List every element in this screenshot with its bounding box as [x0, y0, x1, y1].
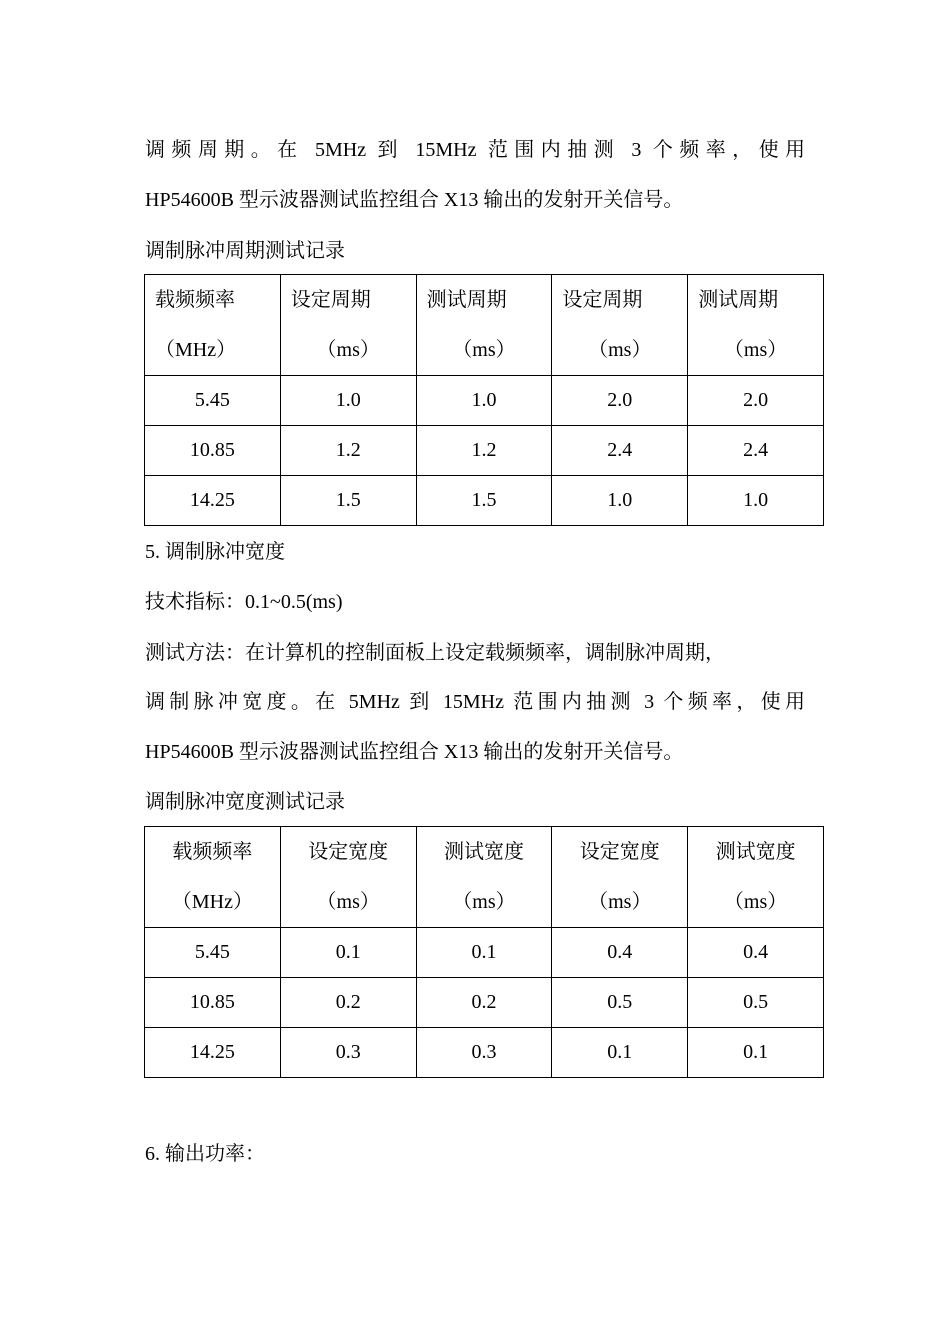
header-line: 设定宽度 — [308, 841, 389, 863]
header-unit: （ms） — [723, 891, 788, 913]
header-cell — [552, 827, 688, 928]
period-record-table — [144, 274, 824, 526]
table-row — [145, 376, 824, 426]
header-unit: （ms） — [452, 891, 516, 913]
paragraph-line: 调制脉冲宽度。在 5MHz 到 15MHz 范围内抽测 3 个频率，使用 — [145, 691, 805, 713]
table-cell: 1.0 — [688, 476, 824, 526]
header-unit: （ms） — [316, 339, 380, 361]
table-row — [145, 426, 824, 476]
paragraph-line: 测试方法：在计算机的控制面板上设定载频频率，调制脉冲周期， — [145, 642, 725, 664]
table-header-row — [145, 827, 824, 928]
header-line: 测试宽度 — [443, 841, 524, 863]
header-line: 测试宽度 — [715, 841, 796, 863]
table-row — [145, 978, 824, 1028]
header-line: 测试周期 — [698, 289, 779, 311]
table-cell: 1.5 — [280, 476, 416, 526]
table-cell: 2.0 — [552, 376, 688, 426]
table-cell: 10.85 — [145, 978, 281, 1028]
table-cell: 0.1 — [280, 928, 416, 978]
table-cell: 0.1 — [416, 928, 552, 978]
width-record-table — [144, 826, 824, 1078]
table-cell: 0.2 — [416, 978, 552, 1028]
table-row — [145, 1028, 824, 1078]
table-cell: 1.5 — [416, 476, 552, 526]
paragraph-line: HP54600B 型示波器测试监控组合 X13 输出的发射开关信号。 — [145, 741, 684, 763]
header-line: 载频频率 — [155, 289, 235, 311]
table-cell: 5.45 — [145, 376, 281, 426]
table-row — [145, 928, 824, 978]
header-cell — [280, 827, 416, 928]
table-cell: 1.0 — [280, 376, 416, 426]
section-heading: 6. 输出功率： — [145, 1143, 265, 1165]
header-unit: （ms） — [588, 339, 652, 361]
table-caption: 调制脉冲宽度测试记录 — [145, 791, 345, 813]
table-caption: 调制脉冲周期测试记录 — [145, 240, 345, 262]
header-line: 设定宽度 — [579, 841, 660, 863]
paragraph-line: HP54600B 型示波器测试监控组合 X13 输出的发射开关信号。 — [145, 189, 684, 211]
table-cell: 0.3 — [416, 1028, 552, 1078]
table-header-row — [145, 275, 824, 376]
header-unit: （ms） — [723, 339, 788, 361]
header-line: 测试周期 — [426, 289, 507, 311]
header-unit: （ms） — [588, 891, 652, 913]
header-unit: （ms） — [316, 891, 380, 913]
header-cell — [688, 275, 824, 376]
table-cell: 0.3 — [280, 1028, 416, 1078]
table-cell: 2.4 — [552, 426, 688, 476]
header-cell — [280, 275, 416, 376]
header-line: 设定周期 — [290, 289, 371, 311]
table-cell: 10.85 — [145, 426, 281, 476]
table-cell: 2.4 — [688, 426, 824, 476]
table-cell: 1.0 — [552, 476, 688, 526]
table-cell: 1.0 — [416, 376, 552, 426]
table-cell: 0.2 — [280, 978, 416, 1028]
table-cell: 0.1 — [552, 1028, 688, 1078]
header-unit: （MHz） — [155, 339, 237, 361]
table-cell: 5.45 — [145, 928, 281, 978]
table-cell: 0.4 — [552, 928, 688, 978]
table-cell: 0.5 — [688, 978, 824, 1028]
header-cell — [416, 827, 552, 928]
section-heading: 5. 调制脉冲宽度 — [145, 541, 285, 563]
header-unit: （MHz） — [171, 891, 253, 913]
spec-line: 技术指标：0.1~0.5(ms) — [145, 591, 343, 613]
table-cell: 1.2 — [416, 426, 552, 476]
table-cell: 0.4 — [688, 928, 824, 978]
header-cell — [552, 275, 688, 376]
header-line: 设定周期 — [562, 289, 643, 311]
table-cell: 14.25 — [145, 476, 281, 526]
paragraph-line: 调频周期。在 5MHz 到 15MHz 范围内抽测 3 个频率，使用 — [145, 139, 805, 161]
table-cell: 0.5 — [552, 978, 688, 1028]
table-cell: 14.25 — [145, 1028, 281, 1078]
header-cell — [145, 827, 281, 928]
header-unit: （ms） — [452, 339, 516, 361]
header-cell — [416, 275, 552, 376]
header-line: 载频频率 — [172, 841, 253, 863]
header-cell — [145, 275, 281, 376]
table-row — [145, 476, 824, 526]
table-cell: 2.0 — [688, 376, 824, 426]
header-cell — [688, 827, 824, 928]
table-cell: 1.2 — [280, 426, 416, 476]
table-cell: 0.1 — [688, 1028, 824, 1078]
